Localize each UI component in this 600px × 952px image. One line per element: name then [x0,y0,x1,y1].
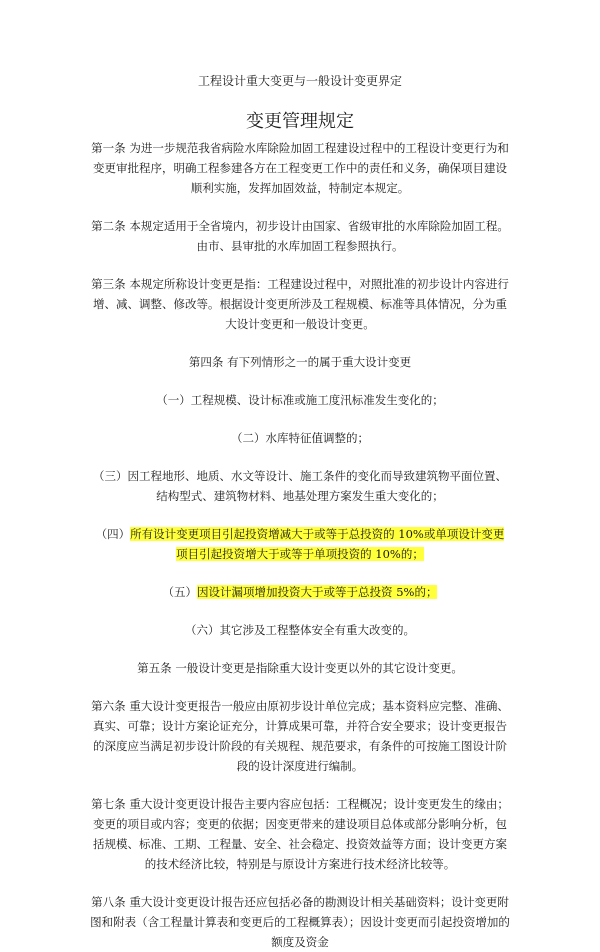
article-4-item-1: （一）工程规模、设计标准或施工度汛标准发生变化的； [156,393,444,407]
item-4-highlighted-text: 所有设计变更项目引起投资增减大于或等于总投资的 10%或单项设计变更项目引起投资增大于或等于单项投资的 10%的； [130,527,505,561]
article-1: 第一条 为进一步规范我省病险水库除险加固工程建设过程中的工程设计变更行为和变更审批程序，明确工程参建各方在工程变更工作中的责任和义务，确保项目建设顺利实施，发挥加固效益，特制定本规定。 [91,141,509,195]
article-4-item-5 [90,582,510,602]
document-header: 工程设计重大变更与一般设计变更界定 [197,74,402,88]
article-8: 第八条 重大设计变更设计报告还应包括必备的勘测设计相关基础资料；设计变更附图和附表（含工程量计算表和变更后的工程概算表）；因设计变更而引起投资增加的额度及资金 [90,895,510,949]
document-title: 变更管理规定 [246,111,354,132]
article-4-item-4 [90,524,510,564]
article-5: 第五条 一般设计变更是指除重大设计变更以外的其它设计变更。 [137,661,463,675]
item-5-highlighted-text: 因设计漏项增加投资大于或等于总投资 5%的； [197,585,438,599]
article-2: 第二条 本规定适用于全省境内，初步设计由国家、省级审批的水库除险加固工程。由市、县审批的水库加固工程参照执行。 [91,219,509,253]
article-7: 第七条 重大设计变更设计报告主要内容应包括：工程概况；设计变更发生的缘由；变更的项目或内容；变更的依据；因变更带来的建设项目总体或部分影响分析，包括规模、标准、工期、工程量、安全、社会稳定、投资效益等方面；设计变更方案的技术经济比较，特别是与原设计方案进行技术经济比较等。 [91,797,509,871]
article-4-item-2: （二）水库特征值调整的； [231,431,369,445]
item-4-prefix: （四） [95,527,131,541]
article-6: 第六条 重大设计变更报告一般应由原初步设计单位完成；基本资料应完整、准确、真实、可靠；设计方案论证充分，计算成果可靠，并符合安全要求；设计变更报告的深度应当满足初步设计阶段的有关规程、规范要求，有条件的可按施工图设计阶段的设计深度进行编制。 [91,699,509,773]
article-3: 第三条 本规定所称设计变更是指：工程建设过程中，对照批准的初步设计内容进行增、减、调整、修改等。根据设计变更所涉及工程规模、标准等具体情况，分为重大设计变更和一般设计变更。 [91,277,509,331]
article-4: 第四条 有下列情形之一的属于重大设计变更 [188,355,412,369]
article-4-item-3: （三）因工程地形、地质、水文等设计、施工条件的变化而导致建筑物平面位置、结构型式、建筑物材料、地基处理方案发生重大变化的； [93,469,507,503]
item-5-prefix: （五） [162,585,198,599]
article-4-item-6: （六）其它涉及工程整体安全有重大改变的。 [185,623,415,637]
